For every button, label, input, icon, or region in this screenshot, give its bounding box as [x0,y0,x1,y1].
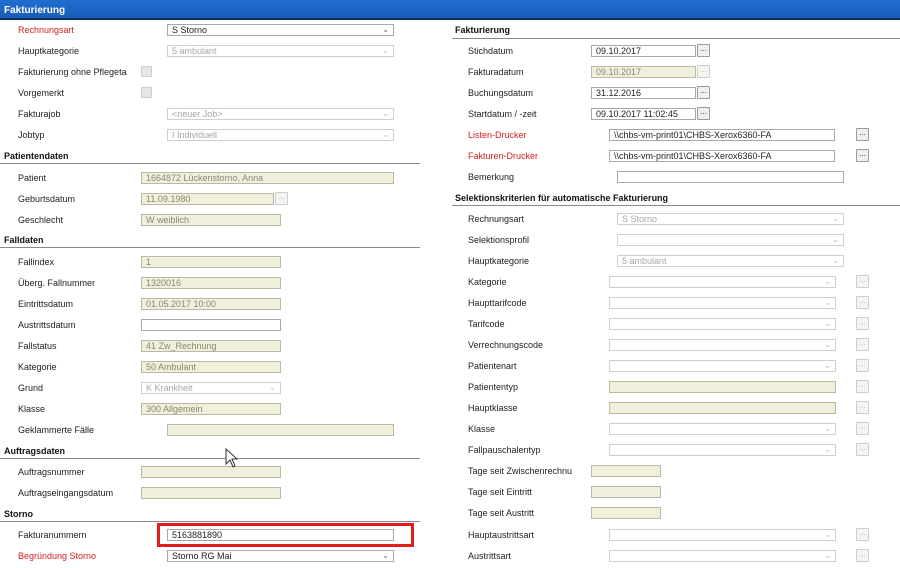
ellipsis-button-icon: ... [859,359,866,368]
label-geschlecht: Geschlecht [18,215,64,225]
ellipsis-button-icon: ... [859,338,866,347]
auftragsnummer-field [141,466,281,478]
fakturen-drucker-input[interactable]: \\chbs-vm-print01\CHBS-Xerox6360-FA [609,150,835,162]
startdatum-picker-button[interactable] [697,107,710,120]
chevron-down-icon: ⌄ [824,551,831,560]
ellipsis-button-icon: ... [859,549,866,558]
chevron-down-icon: ⌄ [382,25,389,34]
label-startdatum: Startdatum / -zeit [468,109,537,119]
fakturen-drucker-browse-button[interactable] [856,149,869,162]
ellipsis-button-icon: ... [700,86,707,95]
sel-rechnungsart-value: S Storno [622,214,658,224]
label-austrittsdatum: Austrittsdatum [18,320,76,330]
section-divider [0,247,420,248]
rechnungsart-value: S Storno [172,25,208,35]
vorgemerkt-checkbox[interactable] [141,87,152,98]
label-eintrittsdatum: Eintrittsdatum [18,299,74,309]
label-klasse: Klasse [18,404,46,414]
fakturajob-select[interactable] [167,108,394,120]
sel-klasse-lookup-button[interactable] [856,422,869,435]
fakturanummern-input[interactable]: 5163881890 [167,529,394,541]
begruendung-storno-value: Storno RG Mai [172,551,232,561]
selektionsprofil-select[interactable] [617,234,844,246]
ellipsis-button-icon: ... [859,422,866,431]
label-fakturierung-ohne-pflegetage: Fakturierung ohne Pflegeta [18,67,127,77]
fallpauschalentyp-select[interactable] [609,444,836,456]
section-divider [452,38,900,39]
label-auftragseingangsdatum: Auftragseingangsdatum [18,488,114,498]
fakturajob-value: <neuer Job> [172,109,223,119]
label-sel-kategorie: Kategorie [468,277,507,287]
hauptklasse-field [609,402,836,414]
section-auftragsdaten: Auftragsdaten [4,446,66,456]
label-stichdatum: Stichdatum [468,46,514,56]
grund-select[interactable] [141,382,281,394]
chevron-down-icon: ⌄ [832,256,839,265]
kategorie-field: 50 Ambulant [141,361,281,373]
mouse-pointer-icon [225,448,239,468]
label-sel-hauptkategorie: Hauptkategorie [468,256,530,266]
haupttarifcode-select[interactable] [609,297,836,309]
label-kategorie: Kategorie [18,362,57,372]
hauptaustrittsart-select[interactable] [609,529,836,541]
patient-field: 1664872 Lückenstorno, Anna [141,172,394,184]
ellipsis-button-icon: ... [859,528,866,537]
label-hauptklasse: Hauptklasse [468,403,518,413]
label-fakturajob: Fakturajob [18,109,61,119]
sel-kategorie-select[interactable] [609,276,836,288]
ellipsis-button-icon: ... [700,107,707,116]
verrechnungscode-select[interactable] [609,339,836,351]
tage-seit-zwischenrechnung-field [591,465,661,477]
chevron-down-icon: ⌄ [824,319,831,328]
chevron-down-icon: ⌄ [382,130,389,139]
buchungsdatum-input[interactable]: 31.12.2016 [591,87,696,99]
fallnummer-field: 1320016 [141,277,281,289]
hauptkategorie-select[interactable] [167,45,394,57]
ellipsis-button-icon: ... [859,275,866,284]
grund-value: K Krankheit [146,383,193,393]
fallpauschalentyp-lookup-button[interactable] [856,443,869,456]
section-falldaten: Falldaten [4,235,44,245]
label-buchungsdatum: Buchungsdatum [468,88,534,98]
chevron-down-icon: ⌄ [269,383,276,392]
ellipsis-button-icon: ... [859,296,866,305]
label-hauptaustrittsart: Hauptaustrittsart [468,530,535,540]
tage-seit-austritt-field [591,507,661,519]
stichdatum-picker-button[interactable] [697,44,710,57]
label-haupttarifcode: Haupttarifcode [468,298,527,308]
chevron-down-icon: ⌄ [824,298,831,307]
hauptkategorie-value: 5 ambulant [172,46,217,56]
rechnungsart-select[interactable] [167,24,394,36]
hauptklasse-lookup-button[interactable] [856,401,869,414]
chevron-down-icon: ⌄ [382,46,389,55]
listen-drucker-input[interactable]: \\chbs-vm-print01\CHBS-Xerox6360-FA [609,129,835,141]
ellipsis-button-icon: ... [859,149,866,158]
ellipsis-button-icon: ... [859,380,866,389]
label-geklammerte-faelle: Geklammerte Fälle [18,425,95,435]
label-begruendung-storno: Begründung Storno [18,551,97,561]
sel-kategorie-lookup-button[interactable] [856,275,869,288]
patientenart-select[interactable] [609,360,836,372]
ellipsis-button-icon: ... [700,44,707,53]
chevron-down-icon: ⌄ [832,235,839,244]
sel-rechnungsart-select[interactable] [617,213,844,225]
label-patiententyp: Patiententyp [468,382,519,392]
label-jobtyp: Jobtyp [18,130,45,140]
label-tage-seit-eintritt: Tage seit Eintritt [468,487,533,497]
chevron-down-icon: ⌄ [382,551,389,560]
sel-klasse-select[interactable] [609,423,836,435]
chevron-down-icon: ⌄ [824,424,831,433]
begruendung-storno-select[interactable] [167,550,394,562]
austrittsdatum-field [141,319,281,331]
section-divider [0,163,420,164]
label-uebergeordnete-fallnummer: Überg. Fallnummer [18,278,96,288]
label-tage-seit-austritt: Tage seit Austritt [468,508,535,518]
tarifcode-select[interactable] [609,318,836,330]
fakturadatum-picker-button[interactable] [697,65,710,78]
chevron-down-icon: ⌄ [832,214,839,223]
label-tarifcode: Tarifcode [468,319,505,329]
austrittsart-lookup-button[interactable] [856,549,869,562]
sel-hauptkategorie-select[interactable] [617,255,844,267]
geburtsdatum-field: 11.09.1980 [141,193,274,205]
label-sel-klasse: Klasse [468,424,496,434]
patiententyp-field [609,381,836,393]
jobtyp-value: I Individuell [172,130,218,140]
geburtsdatum-picker-button[interactable] [275,192,288,205]
chevron-down-icon: ⌄ [824,277,831,286]
label-vorgemerkt: Vorgemerkt [18,88,65,98]
label-rechnungsart: Rechnungsart [18,25,75,35]
tage-seit-eintritt-field [591,486,661,498]
sel-hauptkategorie-value: 5 ambulant [622,256,667,266]
label-bemerkung: Bemerkung [468,172,515,182]
section-storno: Storno [4,509,33,519]
geschlecht-field: W weiblich [141,214,281,226]
window-title-bar [0,0,900,20]
ellipsis-button-icon: ... [278,192,285,201]
chevron-down-icon: ⌄ [382,109,389,118]
eintrittsdatum-field: 01.05.2017 10:00 [141,298,281,310]
highlight-box [157,523,414,547]
haupttarifcode-lookup-button[interactable] [856,296,869,309]
window-title: Fakturierung [4,5,66,16]
label-fallstatus: Fallstatus [18,341,57,351]
label-grund: Grund [18,383,44,393]
ellipsis-button-icon: ... [859,128,866,137]
section-patientendaten: Patientendaten [4,151,69,161]
buchungsdatum-picker-button[interactable] [697,86,710,99]
chevron-down-icon: ⌄ [824,530,831,539]
section-selektionskriterien: Selektionskriterien für automatische Fakturierung [455,193,669,203]
fakturadatum-field: 09.10.2017 [591,66,696,78]
chevron-down-icon: ⌄ [824,445,831,454]
chevron-down-icon: ⌄ [824,361,831,370]
label-listen-drucker: Listen-Drucker [468,130,527,140]
section-fakturierung: Fakturierung [455,25,511,35]
patiententyp-lookup-button[interactable] [856,380,869,393]
hauptaustrittsart-lookup-button[interactable] [856,528,869,541]
fallstatus-field: 41 Zw_Rechnung [141,340,281,352]
label-verrechnungscode: Verrechnungscode [468,340,544,350]
stichdatum-input[interactable]: 09.10.2017 [591,45,696,57]
label-hauptkategorie: Hauptkategorie [18,46,80,56]
label-austrittsart: Austrittsart [468,551,512,561]
verrechnungscode-lookup-button[interactable] [856,338,869,351]
austrittsart-select[interactable] [609,550,836,562]
ellipsis-button-icon: ... [859,401,866,410]
geklammerte-faelle-field [167,424,394,436]
fakturierung-ohne-pflegetage-checkbox[interactable] [141,66,152,77]
label-fallindex: Fallindex [18,257,55,267]
ellipsis-button-icon: ... [859,443,866,452]
label-selektionsprofil: Selektionsprofil [468,235,530,245]
auftragseingangsdatum-field [141,487,281,499]
label-fakturen-drucker: Fakturen-Drucker [468,151,539,161]
label-fallpauschalentyp: Fallpauschalentyp [468,445,541,455]
ellipsis-button-icon: ... [700,65,707,74]
chevron-down-icon: ⌄ [824,340,831,349]
label-tage-seit-zwischenrechnung: Tage seit Zwischenrechnu [468,466,573,476]
section-divider [0,521,420,522]
klasse-field: 300 Allgemein [141,403,281,415]
label-sel-rechnungsart: Rechnungsart [468,214,525,224]
bemerkung-input[interactable] [617,171,844,183]
label-fakturadatum: Fakturadatum [468,67,524,77]
jobtyp-select[interactable] [167,129,394,141]
label-geburtsdatum: Geburtsdatum [18,194,76,204]
startdatum-input[interactable]: 09.10.2017 11:02:45 [591,108,696,120]
fallindex-field: 1 [141,256,281,268]
section-divider [452,205,900,206]
tarifcode-lookup-button[interactable] [856,317,869,330]
section-divider [0,458,420,459]
label-patientenart: Patientenart [468,361,517,371]
ellipsis-button-icon: ... [859,317,866,326]
label-auftragsnummer: Auftragsnummer [18,467,85,477]
listen-drucker-browse-button[interactable] [856,128,869,141]
patientenart-lookup-button[interactable] [856,359,869,372]
label-fakturanummern: Fakturanummern [18,530,87,540]
label-patient: Patient [18,173,47,183]
